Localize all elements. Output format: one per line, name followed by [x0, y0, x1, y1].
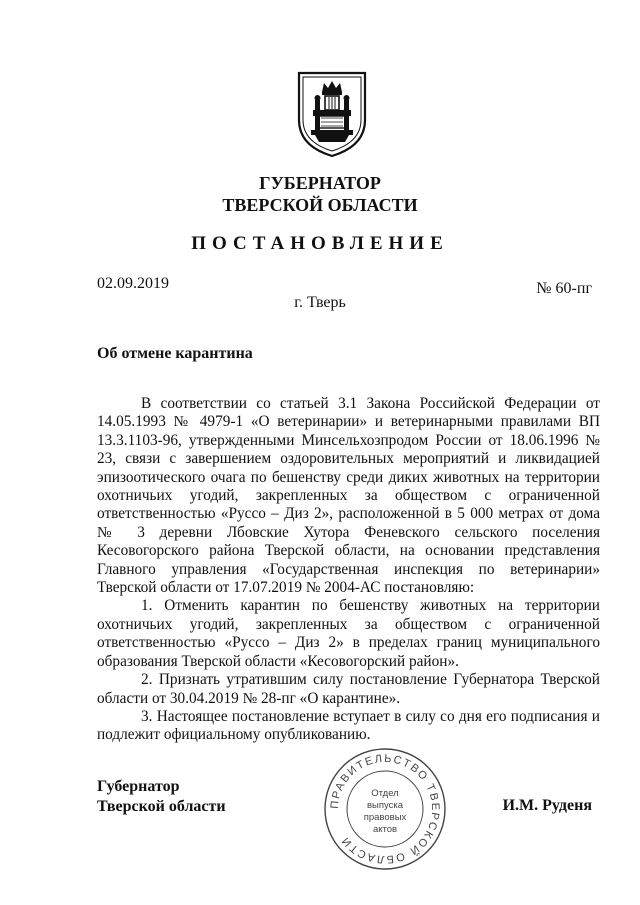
- document-city: г. Тверь: [294, 294, 346, 311]
- clause-paragraph: 3. Настоящее постановление вступает в силу со дня его подписания и подлежит официальному опубликованию.: [97, 707, 600, 744]
- signatory-name: И.М. Руденя: [502, 797, 592, 814]
- document-date: 02.09.2019: [97, 275, 169, 292]
- document-number: № 60-пг: [536, 280, 592, 297]
- issuer-title-line2: ТВЕРСКОЙ ОБЛАСТИ: [222, 195, 418, 215]
- signatory-position: [97, 777, 226, 817]
- document-body: [97, 395, 600, 745]
- issuer-title-line1: ГУБЕРНАТОР: [259, 173, 381, 193]
- official-stamp: [322, 746, 448, 872]
- stamp-text-line4: актов: [372, 824, 398, 835]
- signatory-position-line2: Тверской области: [97, 798, 226, 815]
- preamble-paragraph: В соответствии со статьей 3.1 Закона Российской Федерации от 14.05.1993 № 4979-1 «О ветеринарии» и ветеринарными правилами ВП 13.3.1103-96, утвержденными Минсельхозпродом России от 18.06.1996 № 23, связи с завершением оздоровительных мероприятий и ликвидацией эпизоотического очага по бешенству среди диких животных на территории охотничьих угодий, закрепленных за обществом с ограниченной ответственностью «Руссо – Диз 2», расположенной в 5 000 метрах от дома № 3 деревни Лбовские Хутора Феневского сельского поселения Кесовогорского района Тверской области, на основании представления Главного управления «Государственная инспекция по ветеринарии» Тверской области от 17.07.2019 № 2004-АС постановляю:: [97, 395, 600, 597]
- clause-paragraph: 1. Отменить карантин по бешенству животных на территории охотничьих угодий, закрепленных за обществом с ограниченной ответственностью «Руссо – Диз 2» в пределах границ муниципального образования Тверской области «Кесовогорский район».: [97, 597, 600, 670]
- stamp-ring-text: ПРАВИТЕЛЬСТВО ТВЕРСКОЙ ОБЛАСТИ: [328, 752, 442, 866]
- clause-paragraph: 2. Признать утратившим силу постановление Губернатора Тверской области от 30.04.2019 № 28-пг «О карантине».: [97, 671, 600, 707]
- stamp-text-line3: правовых: [363, 812, 407, 823]
- signatory-position-line1: Губернатор: [97, 778, 180, 795]
- document-type-title: ПОСТАНОВЛЕНИЕ: [191, 233, 449, 254]
- stamp-text-line1: Отдел: [371, 788, 399, 799]
- tver-coat-of-arms-icon: [295, 70, 369, 158]
- stamp-text-line2: выпуска: [366, 800, 404, 811]
- document-subject: Об отмене карантина: [97, 345, 253, 362]
